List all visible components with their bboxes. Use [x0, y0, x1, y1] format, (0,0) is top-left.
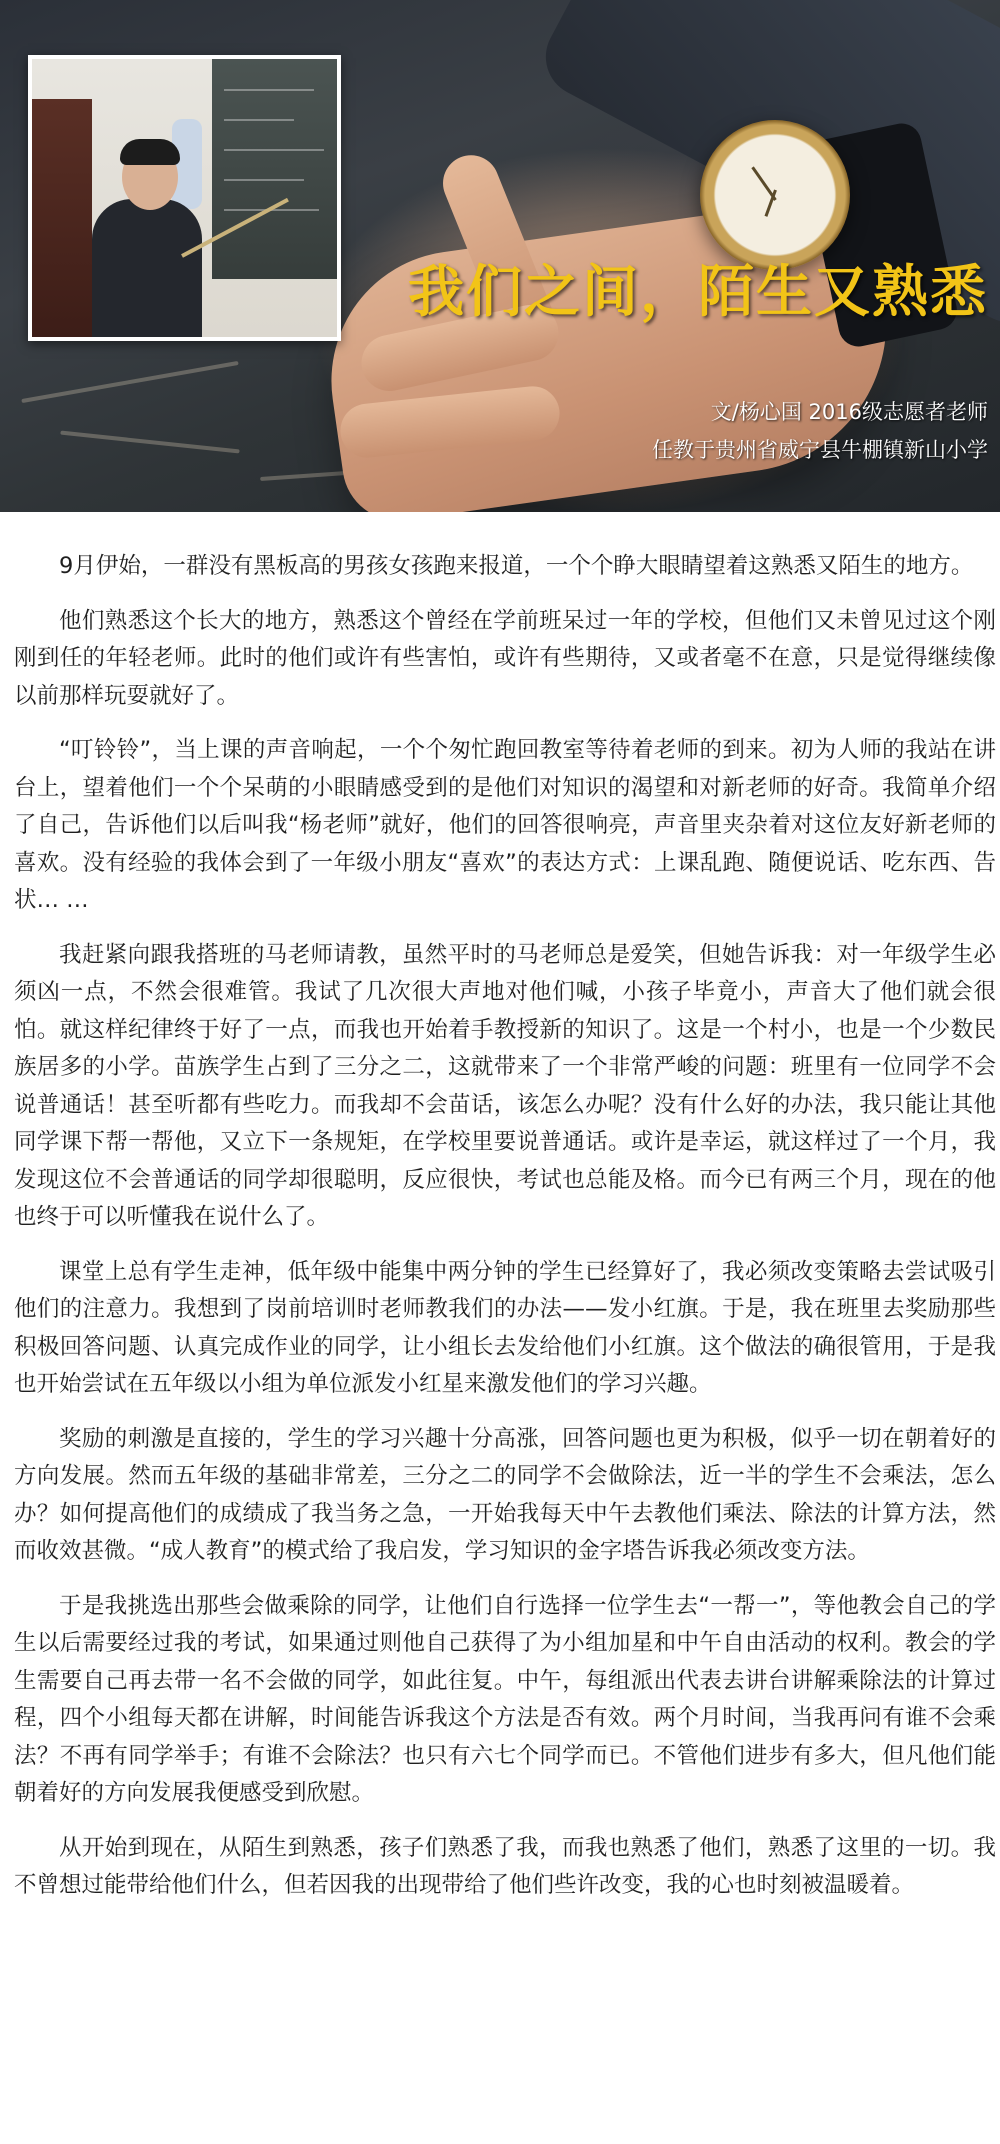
article-paragraph: 课堂上总有学生走神，低年级中能集中两分钟的学生已经算好了，我必须改变策略去尝试吸引他们的注意力。我想到了岗前培训时老师教我们的办法——发小红旗。于是，我在班里去奖励那些积极回答问题、认真完成作业的同学，让小组长去发给他们小红旗。这个做法的确很管用，于是我也开始尝试在五年级以小组为单位派发小红星来激发他们的学习兴趣。	[14, 1258, 996, 1397]
board-writing	[224, 89, 314, 91]
board-writing	[224, 149, 324, 151]
author-school: 任教于贵州省威宁县牛棚镇新山小学	[652, 438, 988, 462]
article-paragraph: 我赶紧向跟我搭班的马老师请教，虽然平时的马老师总是爱笑，但她告诉我：对一年级学生必须凶一点，不然会很难管。我试了几次很大声地对他们喊，小孩子毕竟小，声音大了他们就会很怕。就这样纪律终于好了一点，而我也开始着手教授新的知识了。这是一个村小，也是一个少数民族居多的小学。苗族学生占到了三分之二，这就带来了一个非常严峻的问题：班里有一位同学不会说普通话！甚至听都有些吃力。而我却不会苗话，该怎么办呢？没有什么好的办法，我只能让其他同学课下帮一帮他，又立下一条规矩，在学校里要说普通话。或许是幸运，就这样过了一个月，我发现这位不会普通话的同学却很聪明，反应很快，考试也总能及格。而今已有两三个月，现在的他也终于可以听懂我在说什么了。	[14, 941, 996, 1230]
article-paragraph: 于是我挑选出那些会做乘除的同学，让他们自行选择一位学生去“一帮一”，等他教会自己的学生以后需要经过我的考试，如果通过则他自己获得了为小组加星和中午自由活动的权利。教会的学生需要自己再去带一名不会做的同学，如此往复。中午，每组派出代表去讲台讲解乘除法的计算过程，四个小组每天都在讲解，时间能告诉我这个方法是否有效。两个月时间，当我再问有谁不会乘法？不再有同学举手；有谁不会除法？也只有六七个同学而已。不管他们进步有多大，但凡他们能朝着好的方向发展我便感受到欣慰。	[14, 1592, 996, 1806]
chalk-mark	[21, 361, 238, 403]
article-paragraph: “叮铃铃”，当上课的声音响起，一个个匆忙跑回教室等待着老师的到来。初为人师的我站在讲台上，望着他们一个个呆萌的小眼睛感受到的是他们对知识的渴望和对新老师的好奇。我简单介绍了自己，告诉他们以后叫我“杨老师”就好，他们的回答很响亮，声音里夹杂着对这位友好新老师的喜欢。没有经验的我体会到了一年级小朋友“喜欢”的表达方式：上课乱跑、随便说话、吃东西、告状… …	[14, 737, 996, 913]
teacher-photo	[28, 55, 341, 341]
chalk-mark	[60, 431, 239, 454]
article-title: 我们之间，陌生又熟悉	[408, 260, 988, 325]
author-byline: 文/杨心国 2016级志愿者老师	[710, 400, 988, 424]
door-image	[32, 99, 92, 339]
article-paragraph: 9月伊始，一群没有黑板高的男孩女孩跑来报道，一个个睁大眼睛望着这熟悉又陌生的地方。	[59, 553, 974, 579]
board-writing	[224, 179, 304, 181]
blackboard-image	[212, 59, 341, 279]
article-paragraph: 从开始到现在，从陌生到熟悉，孩子们熟悉了我，而我也熟悉了他们，熟悉了这里的一切。我不曾想过能带给他们什么，但若因我的出现带给了他们些许改变，我的心也时刻被温暖着。	[14, 1834, 996, 1898]
teacher-body	[92, 199, 202, 341]
hero-banner	[0, 0, 1000, 512]
teacher-hair	[120, 139, 180, 165]
article-body	[14, 548, 996, 1922]
board-writing	[224, 119, 294, 121]
article-paragraph: 奖励的刺激是直接的，学生的学习兴趣十分高涨，回答问题也更为积极，似乎一切在朝着好的方向发展。然而五年级的基础非常差，三分之二的同学不会做除法，近一半的学生不会乘法，怎么办？如何提高他们的成绩成了我当务之急，一开始我每天中午去教他们乘法、除法的计算方法，然而收效甚微。“成人教育”的模式给了我启发，学习知识的金字塔告诉我必须改变方法。	[14, 1425, 996, 1564]
article-paragraph: 他们熟悉这个长大的地方，熟悉这个曾经在学前班呆过一年的学校，但他们又未曾见过这个刚刚到任的年轻老师。此时的他们或许有些害怕，或许有些期待，又或者毫不在意，只是觉得继续像以前那样玩耍就好了。	[14, 607, 996, 709]
